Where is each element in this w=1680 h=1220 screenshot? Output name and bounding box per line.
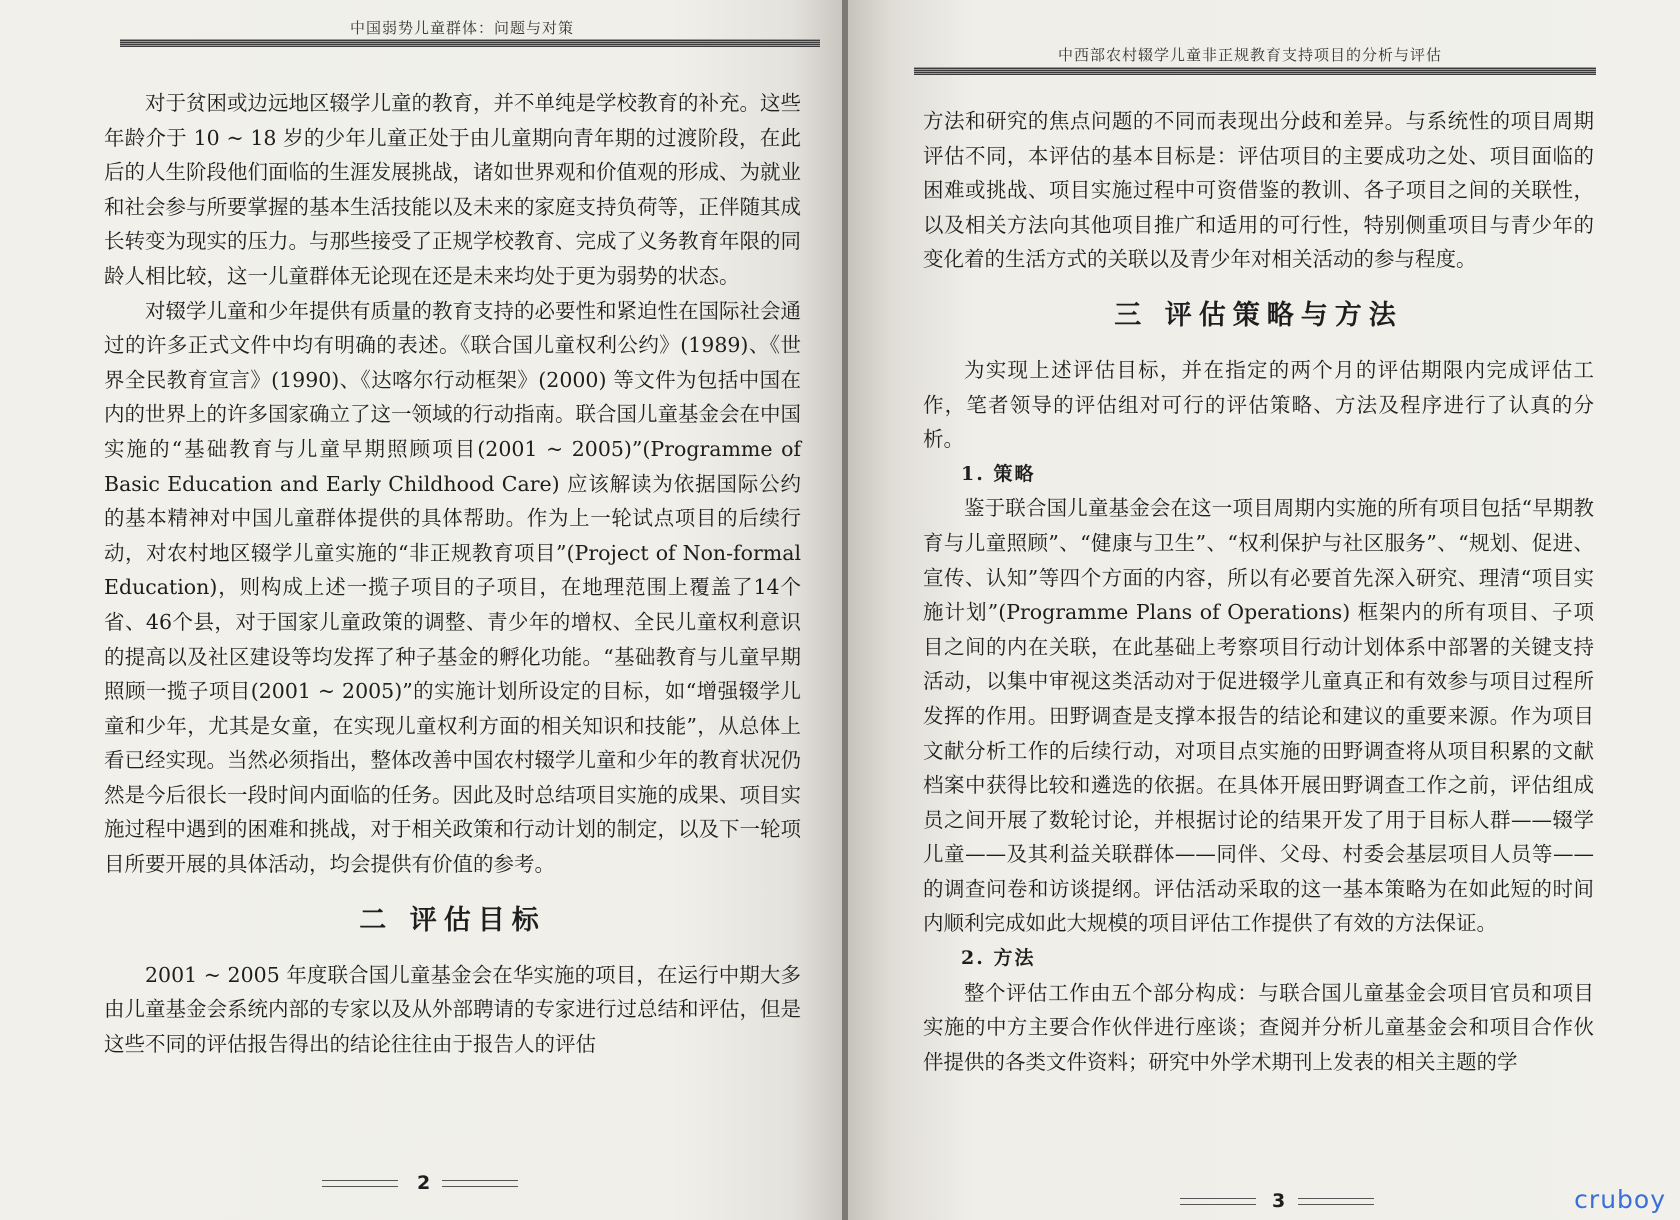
right-footer-ornament-right <box>1298 1198 1374 1205</box>
left-footer-ornament-left <box>322 1180 398 1187</box>
right-method-paragraph: 整个评估工作由五个部分构成：与联合国儿童基金会项目官员和项目实施的中方主要合作伙伴进行座谈；查阅并分析儿童基金会和项目合作伙伴提供的各类文件资料；研究中外学术期刊上发表的相关主题的学 <box>923 980 1594 1074</box>
right-footer-ornament-left <box>1180 1198 1256 1205</box>
right-section-heading: 三 评估策略与方法 <box>1114 299 1403 331</box>
left-body <box>104 86 801 1061</box>
scanner-watermark: cruboy <box>1574 1185 1666 1214</box>
left-header-rule <box>120 39 820 47</box>
subsection-method-heading: 2. 方法 <box>961 947 1036 970</box>
left-paragraph-2: 对辍学儿童和少年提供有质量的教育支持的必要性和紧迫性在国际社会通过的许多正式文件中均有明确的表述。《联合国儿童权利公约》(1989)、《世界全民教育宣言》(1990)、《达喀尔行动框架》(2000) 等文件为包括中国在内的世界上的许多国家确立了这一领域的行动指南。联合国儿童基金会在中国实施的“基础教育与儿童早期照顾项目(2001 ~ 2005)”(Programme of Basic Education and Early Childhood Care) 应该解读为依据国际公约的基本精神对中国儿童群体提供的具体帮助。作为上一轮试点项目的后续行动，对农村地区辍学儿童实施的“非正规教育项目”(Project of Non-formal Education)，则构成上述一揽子项目的子项目，在地理范围上覆盖了14个省、46个县，对于国家儿童政策的调整、青少年的增权、全民儿童权利意识的提高以及社区建设等均发挥了种子基金的孵化功能。“基础教育与儿童早期照顾一揽子项目(2001 ~ 2005)”的实施计划所设定的目标，如“增强辍学儿童和少年，尤其是女童，在实现儿童权利方面的相关知识和技能”，从总体上看已经实现。当然必须指出，整体改善中国农村辍学儿童和少年的教育状况仍然是今后很长一段时间内面临的任务。因此及时总结项目实施的成果、项目实施过程中遇到的困难和挑战，对于相关政策和行动计划的制定，以及下一轮项目所要开展的具体活动，均会提供有价值的参考。 <box>104 298 801 877</box>
right-intro-paragraph: 为实现上述评估目标，并在指定的两个月的评估期限内完成评估工作，笔者领导的评估组对可行的评估策略、方法及程序进行了认真的分析。 <box>923 357 1594 452</box>
right-strategy-paragraph: 鉴于联合国儿童基金会在这一项目周期内实施的所有项目包括“早期教育与儿童照顾”、“健康与卫生”、“权利保护与社区服务”、“规划、促进、宣传、认知”等四个方面的内容，所以有必要首先深入研究、理清“项目实施计划”(Programme Plans of Operations) 框架内的所有项目、子项目之间的内在关联，在此基础上考察项目行动计划体系中部署的关键支持活动，以集中审视这类活动对于促进辍学儿童真正和有效参与项目过程所发挥的作用。田野调查是支撑本报告的结论和建议的重要来源。作为项目文献分析工作的后续行动，对项目点实施的田野调查将从项目积累的文献档案中获得比较和遴选的依据。在具体开展田野调查工作之前，评估组成员之间开展了数轮讨论，并根据讨论的结果开发了用于目标人群——辍学儿童——及其利益关联群体——同伴、父母、村委会基层项目人员等——的调查问卷和访谈提纲。评估活动采取的这一基本策略为在如此短的时间内顺利完成如此大规模的项目评估工作提供了有效的方法保证。 <box>923 496 1594 936</box>
right-page-number: 3 <box>1272 1190 1286 1212</box>
right-header-rule <box>914 67 1596 75</box>
right-body <box>923 104 1594 1079</box>
left-page-number: 2 <box>417 1172 431 1194</box>
left-running-head: 中国弱势儿童群体：问题与对策 <box>350 19 575 37</box>
subsection-strategy-heading: 1. 策略 <box>961 462 1036 485</box>
left-section-paragraph: 2001 ~ 2005 年度联合国儿童基金会在华实施的项目，在运行中期大多由儿童基金会系统内部的专家以及从外部聘请的专家进行过总结和评估，但是这些不同的评估报告得出的结论往往由于报告人的评估 <box>104 962 801 1056</box>
right-continued-paragraph: 方法和研究的焦点问题的不同而表现出分歧和差异。与系统性的项目周期评估不同，本评估的基本目标是：评估项目的主要成功之处、项目面临的困难或挑战、项目实施过程中可资借鉴的教训、各子项目之间的关联性，以及相关方法向其他项目推广和适用的可行性，特别侧重项目与青少年的变化着的生活方式的关联以及青少年对相关活动的参与程度。 <box>923 109 1594 272</box>
left-paragraph-1: 对于贫困或边远地区辍学儿童的教育，并不单纯是学校教育的补充。这些年龄介于 10 ~ 18 岁的少年儿童正处于由儿童期向青年期的过渡阶段，在此后的人生阶段他们面临的生涯发展挑战，诸如世界观和价值观的形成、为就业和社会参与所要掌握的基本生活技能以及未来的家庭支持负荷等，正伴随其成长转变为现实的压力。与那些接受了正规学校教育、完成了义务教育年限的同龄人相比较，这一儿童群体无论现在还是未来均处于更为弱势的状态。 <box>104 91 801 288</box>
left-section-heading: 二 评估目标 <box>359 904 546 936</box>
left-footer-ornament-right <box>442 1180 518 1187</box>
right-page <box>848 0 1680 1220</box>
right-running-head: 中西部农村辍学儿童非正规教育支持项目的分析与评估 <box>1058 46 1443 64</box>
